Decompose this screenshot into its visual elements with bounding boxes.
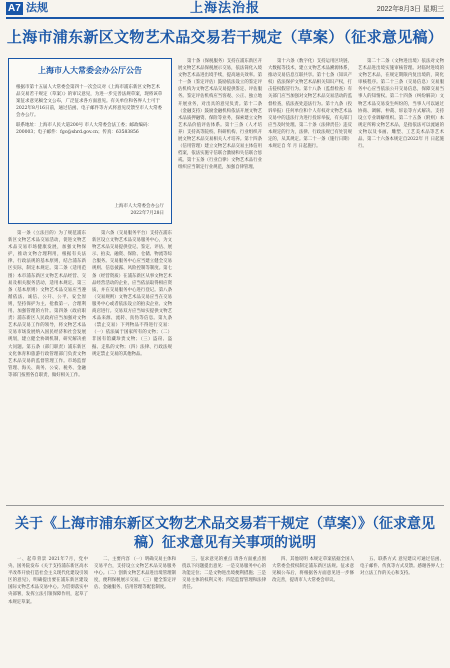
column-text: 一、起草背景 2021年7月，党中央、国务院发布《关于支持浦东新区高水平改革开放打造社会主义现代化建设引领区的意见》，明确提出要在浦东新区建设国际文物艺术品交易中心。为贯彻落实中央部署，发挥立法引领保障作用，起草了本规定草案。	[8, 557, 88, 605]
explanation-column-5	[360, 556, 444, 666]
notice-sign-org: 上海市人大常委会办公厅	[114, 204, 164, 209]
column-text: 第六条（交易服务平台）支持在浦东新区设立文物艺术品交易服务中心，为文物艺术品交易提供登记、鉴定、评估、展示、拍卖、融资、保险、仓储、物流等综合服务。交易服务中心应当建立健全交易规则、信息披露、风险控制等制度。第七条（经营资质）在浦东新区从事文物艺术品经营活动的企业，应当依法取得相应资质，并在交易服务中心进行登记。第八条（交易规则）文物艺术品交易应当在交易服务中心或者依法设立的拍卖企业、文物商店进行。交易双方应当如实提供文物艺术品来源、流转、真伪等信息。第九条（禁止交易）下列物品不得进行交易：（一）依法属于国家所有的文物；（二）非国有馆藏珍贵文物；（三）盗窃、盗掘、走私的文物；（四）法律、行政法规规定禁止交易的其他物品。	[92, 231, 172, 357]
column-text: 第二十二条（文物进出境）依法对文物艺术品进出境实施审核管理。对临时进境的文物艺术品，在规定期限内复出境的，简化审核程序。第二十三条（交易信息）交易服务中心应当依法公开交易信息，保障交易当事人的知情权。第二十四条（纠纷解决）文物艺术品交易发生纠纷的，当事人可以通过协商、调解、仲裁、诉讼等方式解决。支持设立专业调解组织。第二十五条（附则）本规定所称文物艺术品，是指依法可以流通的文物以及书画、雕塑、工艺美术品等艺术品。第二十六条本规定自2022年 月 日起施行。	[358, 59, 444, 150]
article-column-1	[8, 230, 86, 500]
article-column-2	[92, 230, 172, 500]
issue-date: 2022年8月3日 星期三	[376, 6, 444, 13]
column-text: 第十条（保税服务）支持在浦东新区开展文物艺术品保税展示交易，依法简化入境文物艺术品进出境手续，提高通关效率。第十一条（鉴定评估）鼓励依法设立的鉴定评估机构为文物艺术品交易提供鉴定、评估服务。鉴定评估机构应当客观、公正、独立地开展业务，对出具的意见负责。第十二条（金融支持）鼓励金融机构依法开展文物艺术品质押融资、保险等业务，探索建立文物艺术品价值评估体系。第十三条（人才培养）支持高等院校、科研机构、行业组织开展文物艺术品交易相关人才培养。第十四条（信用管理）建立文物艺术品交易主体信用档案，依法实施守信联合激励和失信联合惩戒。第十五条（行业自律）文物艺术品行业组织应当制定行业规范，加强自律管理。	[178, 59, 262, 171]
section-divider	[6, 505, 444, 506]
article-column-3	[178, 58, 262, 500]
column-text: 第十六条（数字化）支持运用区块链、大数据等技术，建立文物艺术品溯源体系，推动交易信息互联共享。第十七条（知识产权）依法保护文物艺术品相关知识产权，打击侵权假冒行为。第十八条（监督检查）有关部门应当加强对文物艺术品交易活动的监督检查，依法查处违法行为。第十九条（投诉举报）任何单位和个人有权对文物艺术品交易中的违法行为进行投诉举报，有关部门应当及时处理。第二十条（法律责任）违反本规定的行为，法律、行政法规已有处罚规定的，从其规定。第二十一条（施行日期）本规定自 年 月 日起施行。	[268, 59, 352, 150]
column-text: 三、征求意见的重点 请各方面重点围绕以下问题提出意见：一是交易服务中心的功能定位；二是文物进出境便利措施；三是交易主体的权利义务；四是监督管理和法律责任。	[182, 557, 266, 591]
column-text: 第一条（立法目的）为了规范浦东新区文物艺术品交易活动，促进文物艺术品交易市场健康发展，加强文物保护，推动文物合理利用，根据有关法律、行政法规的基本原则，结合浦东新区实际，制定本规定。第二条（适用范围）本市浦东新区文物艺术品经营、交易及相关服务活动，适用本规定。第三条（基本原则）文物艺术品交易应当遵循依法、诚信、公开、公平、安全原则，坚持保护为主、抢救第一、合理利用、加强管理的方针。第四条（政府职责）浦东新区人民政府应当加强对文物艺术品交易工作的领导，将文物艺术品交易市场发展纳入国民经济和社会发展规划，建立健全协调机制，研究解决重大问题。第五条（部门职责）浦东新区文化体育和旅游行政管理部门负责文物艺术品交易的监督管理工作。市场监督管理、海关、商务、公安、税务、金融等部门按照各自职责，做好相关工作。	[8, 231, 86, 378]
second-headline: 关于《上海市浦东新区文物艺术品交易若干规定（草案）》（征求意见稿）征求意见有关事项的说明	[15, 515, 435, 550]
notice-sign-date: 2022年7月28日	[130, 211, 164, 216]
explanation-column-4	[272, 556, 354, 666]
explanation-column-2	[94, 556, 176, 666]
masthead	[6, 2, 444, 16]
notice-contacts: 联系地址：上海市人民大道200号 市人大常委会法工委；邮政编码：200003；电子邮件：fgc@shrd.gov.cn；传真：63583856	[16, 123, 153, 135]
header-rule	[6, 17, 444, 19]
notice-signature	[115, 203, 165, 217]
article-column-4	[268, 58, 352, 500]
column-text: 四、其他说明 本规定草案依据全国人大常委会授权制定浦东新区法规。征求意见稿公布后，将根据各方面意见进一步修改完善，提请市人大常委会审议。	[272, 557, 354, 584]
column-text: 二、主要内容 （一）明确交易主体和交易平台，支持设立文物艺术品交易服务中心。（二）创新文物艺术品进出境管理制度，便利保税展示交易。（三）健全鉴定评估、金融服务、信用管理等配套制度。	[94, 557, 176, 591]
article-column-5	[358, 58, 444, 500]
explanation-column-1	[8, 556, 88, 666]
column-text: 五、联系方式 意见建议可通过信函、电子邮件、传真等方式反馈。感谢各界人士对立法工作的关心和支持。	[360, 557, 444, 577]
main-headline: 上海市浦东新区文物艺术品交易若干规定（草案）（征求意见稿）	[6, 29, 444, 46]
notice-box	[8, 58, 172, 224]
notice-title: 上海市人大常委会办公厅公告	[38, 66, 142, 75]
page-number: A7	[8, 3, 21, 14]
newspaper-title: 上海法治报	[190, 1, 261, 16]
notice-body: 根据市第十五届人大常委会第四十一次会议对《上海市浦东新区文物艺术品交易若干规定（草案）》的审议意见，为进一步完善法规草案，现将该草案征求意见稿全文公布，广泛征求各方面意见。有关单位和各界人士可于2022年8月16日前，通过信函、电子邮件等方式将意见反馈至市人大常委会办公厅。	[16, 85, 163, 118]
section-name: 法规	[26, 2, 48, 14]
explanation-column-3	[182, 556, 266, 666]
